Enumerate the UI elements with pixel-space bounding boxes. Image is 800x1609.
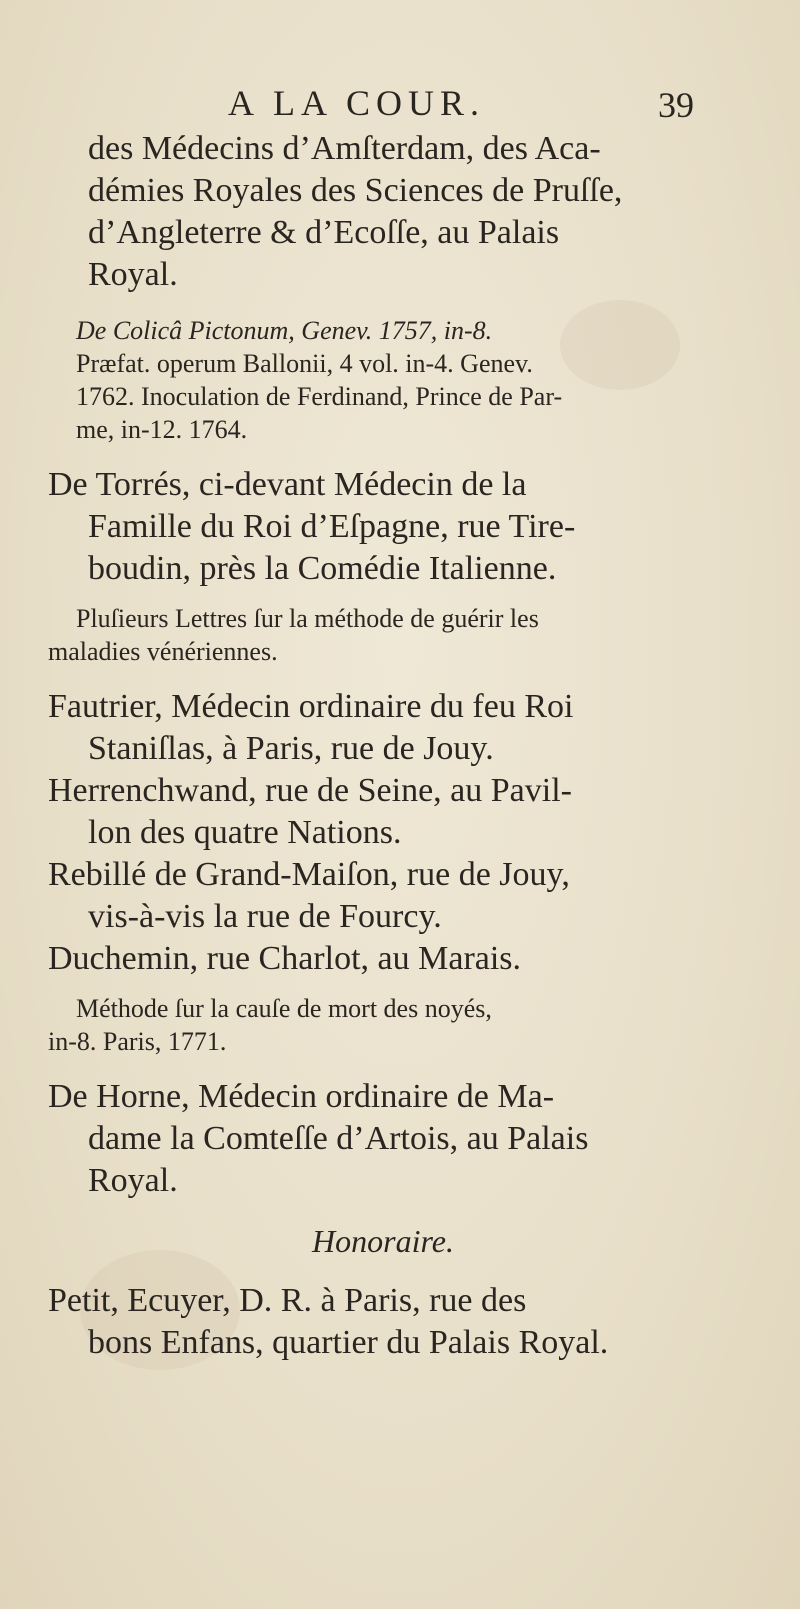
works-note	[48, 602, 718, 668]
page-body	[48, 128, 718, 1364]
entry-line: d’Angleterre & d’Ecoſſe, au Palais	[88, 214, 560, 251]
note-line: me, in-12. 1764.	[76, 415, 248, 444]
entry-rebille	[48, 854, 718, 938]
entry-de-torres	[48, 464, 718, 590]
page-header	[0, 80, 800, 130]
entry-duchemin	[48, 938, 718, 980]
entry-line: lon des quatre Nations.	[88, 814, 402, 851]
entry-de-horne	[48, 1076, 718, 1202]
entry-herrenchwand	[48, 770, 718, 854]
works-note	[48, 314, 718, 446]
note-line: Méthode ſur la cauſe de mort des noyés,	[76, 994, 492, 1023]
entry-line: De Horne, Médecin ordinaire de Ma-	[48, 1078, 555, 1115]
entry-line: démies Royales des Sciences de Pruſſe,	[88, 172, 623, 209]
entry-line: Herrenchwand, rue de Seine, au Pavil-	[48, 772, 572, 809]
works-note	[48, 992, 718, 1058]
running-title: A LA COUR.	[228, 83, 486, 123]
entry-line: Fautrier, Médecin ordinaire du feu Roi	[48, 688, 574, 725]
entry-line: bons Enfans, quartier du Palais Royal.	[88, 1324, 609, 1361]
entry-petit	[48, 1280, 718, 1364]
entry-line: Famille du Roi d’Eſpagne, rue Tire-	[88, 508, 576, 545]
note-line: maladies vénériennes.	[48, 637, 278, 666]
entry-line: Petit, Ecuyer, D. R. à Paris, rue des	[48, 1282, 527, 1319]
entry-line: vis-à-vis la rue de Fourcy.	[88, 898, 442, 935]
page-number: 39	[658, 85, 694, 125]
entry-line: dame la Comteſſe d’Artois, au Palais	[88, 1120, 589, 1157]
note-line: De Colicâ Pictonum, Genev. 1757, in-8.	[76, 316, 493, 345]
entry-continuation	[48, 128, 718, 296]
entry-line: des Médecins d’Amſterdam, des Aca-	[88, 130, 601, 167]
entry-line: De Torrés, ci-devant Médecin de la	[48, 466, 527, 503]
entry-line: boudin, près la Comédie Italienne.	[88, 550, 557, 587]
note-line: Præfat. operum Ballonii, 4 vol. in-4. Genev.	[76, 349, 533, 378]
entry-fautrier	[48, 686, 718, 770]
entry-line: Duchemin, rue Charlot, au Marais.	[48, 940, 522, 977]
note-line: 1762. Inoculation de Ferdinand, Prince de Par-	[76, 382, 563, 411]
entry-line: Royal.	[88, 1162, 178, 1199]
note-line: in-8. Paris, 1771.	[48, 1027, 227, 1056]
entry-line: Royal.	[88, 256, 178, 293]
entry-line: Staniſlas, à Paris, rue de Jouy.	[88, 730, 494, 767]
entry-line: Rebillé de Grand-Maiſon, rue de Jouy,	[48, 856, 570, 893]
note-line: Pluſieurs Lettres ſur la méthode de guérir les	[76, 604, 539, 633]
section-subheading: Honoraire.	[312, 1223, 454, 1259]
